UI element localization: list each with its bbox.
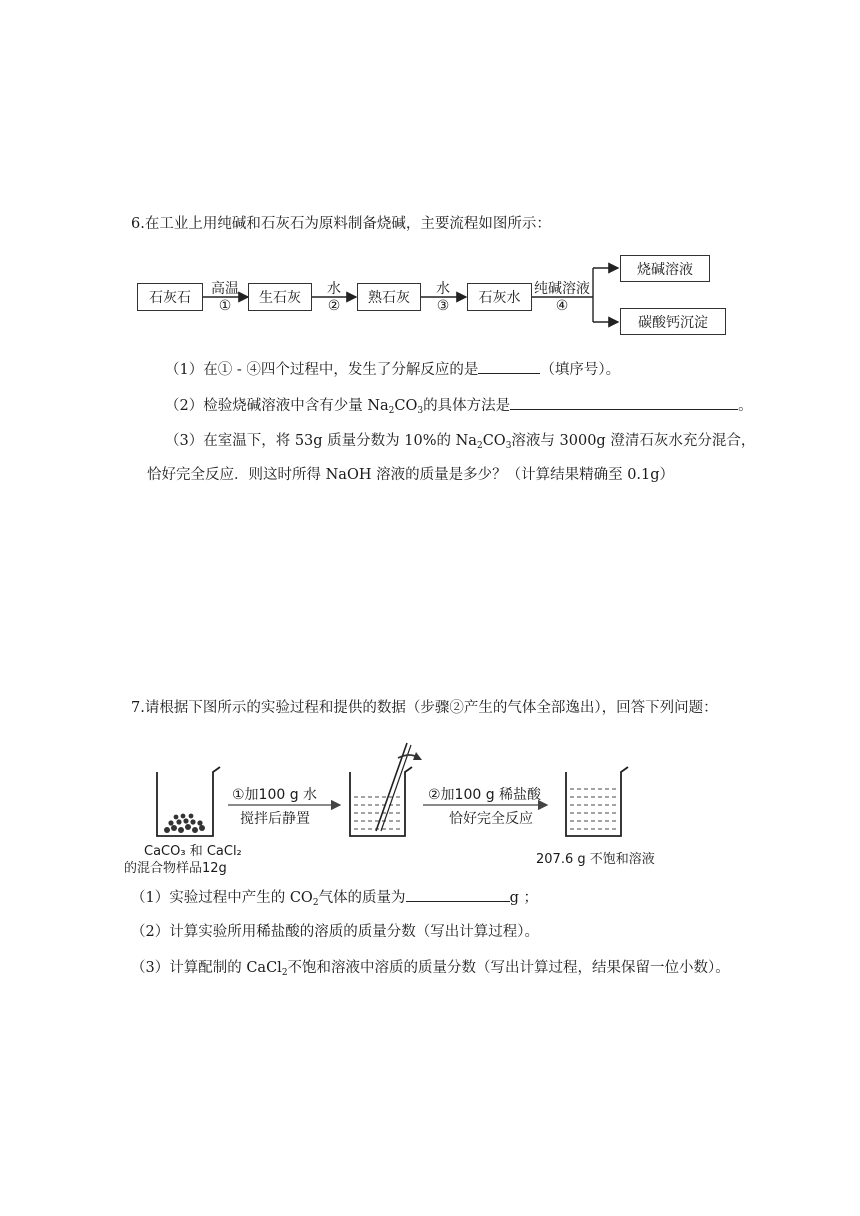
q7-part3-text: （3）计算配制的 CaCl [131, 960, 282, 976]
solid-particles [164, 814, 205, 833]
q7-stem: 7.请根据下图所示的实验过程和提供的数据（步骤②产生的气体全部逸出），回答下列问题： [131, 700, 718, 716]
box-limestone: 石灰石 [137, 283, 203, 311]
q7-part1-answer-blank[interactable] [406, 887, 510, 902]
box-caustic-soda-solution: 烧碱溶液 [620, 255, 710, 282]
q6-part2-end: 。 [738, 398, 753, 414]
q7-part1-text: （1）实验过程中产生的 CO [131, 890, 313, 906]
q6-part2-text2: 的具体方法是 [423, 398, 511, 414]
arrow4-condition: 纯碱溶液 [534, 281, 590, 297]
q6-stem: 6.在工业上用纯碱和石灰石为原料制备烧碱，主要流程如图所示： [131, 216, 551, 232]
box-quicklime: 生石灰 [248, 283, 312, 311]
arrow4-step: ④ [555, 298, 569, 314]
sample-label-line1: CaCO₃ 和 CaCl₂ [144, 844, 242, 859]
subscript: 3 [417, 406, 424, 416]
subscript: 3 [505, 441, 512, 451]
subscript: 2 [281, 968, 288, 978]
subscript: 2 [388, 406, 395, 416]
arrow1-step: ① [218, 298, 232, 314]
step2-sublabel: 恰好完全反应 [449, 811, 533, 827]
q7-part3-text2: 不饱和溶液中溶质的质量分数（写出计算过程，结果保留一位小数）。 [287, 960, 730, 976]
q7-part1-text2: 气体的质量为 [318, 890, 406, 906]
subscript: 2 [476, 441, 483, 451]
result-label: 207.6 g 不饱和溶液 [536, 852, 655, 867]
arrow2-condition: 水 [327, 281, 341, 297]
q7-part1 [131, 887, 538, 913]
q6-part3-text: （3）在室温下，将 53g 质量分数为 10%的 Na [165, 433, 477, 449]
q7-part2: （2）计算实验所用稀盐酸的溶质的质量分数（写出计算过程）。 [131, 924, 539, 940]
box-slaked-lime: 熟石灰 [357, 283, 421, 311]
q6-part1-tail: （填序号）。 [540, 362, 621, 378]
q6-part3-line2: 恰好完全反应．则这时所得 NaOH 溶液的质量是多少？（计算结果精确至 0.1g） [147, 467, 675, 483]
arrow1-condition: 高温 [211, 281, 239, 297]
arrow2-step: ② [327, 298, 341, 314]
q6-part3-formula: CO [482, 433, 506, 449]
step1-sublabel: 搅拌后静置 [240, 811, 310, 827]
q6-part1-text: （1）在① - ④四个过程中，发生了分解反应的是 [165, 362, 479, 378]
step2-label: ②加100 g 稀盐酸 [428, 787, 542, 803]
subscript: 2 [312, 898, 319, 908]
box-calcium-carbonate-precipitate: 碳酸钙沉淀 [620, 308, 726, 335]
arrow3-step: ③ [436, 298, 450, 314]
sample-label-line2: 的混合物样品12g [124, 861, 227, 876]
q6-part3-text2: 溶液与 3000g 澄清石灰水充分混合， [511, 433, 756, 449]
q7-part1-unit: g ； [509, 890, 538, 906]
arrow3-condition: 水 [436, 281, 450, 297]
q7-part3 [131, 958, 730, 983]
box-limewater: 石灰水 [467, 283, 532, 311]
q6-part2-formula: CO [394, 398, 418, 414]
q6-part2-text: （2）检验烧碱溶液中含有少量 Na [165, 398, 389, 414]
step1-label: ①加100 g 水 [232, 787, 318, 803]
